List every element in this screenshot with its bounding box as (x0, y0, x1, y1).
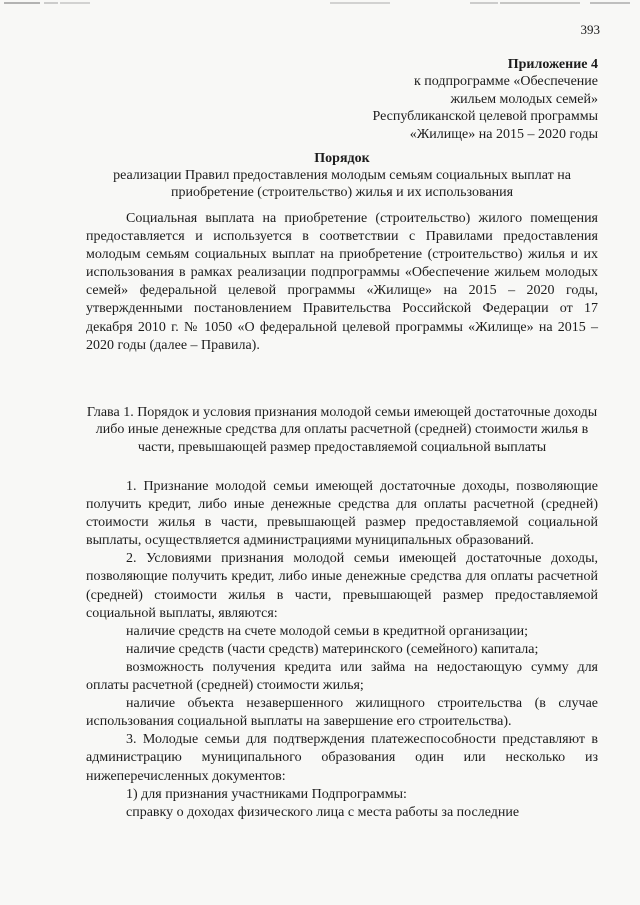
intro-paragraph: Социальная выплата на приобретение (строительство) жилого помещения предоставляется и используется в соответствии с Правилами предоставления молодым семьям социальных выплат на приобретение (строительство) жилья и их использования в рамках реализации подпрограммы «Обеспечение жильем молодых семей» федеральной целевой программы «Жилище» на 2015 – 2020 годы, утвержденными постановлением Правительства Российской Федерации от 17 декабря 2010 г. № 1050 «О федеральной целевой программы «Жилище» на 2015 – 2020 годы (далее – Правила). (86, 211, 598, 353)
appendix-header (278, 56, 598, 143)
chapter-title: Глава 1. Порядок и условия признания молодой семьи имеющей достаточные доходы либо иные денежные средства для оплаты расчетной (средней) стоимости жилья в части, превышающей размер предоставляемой социальной выплаты (86, 405, 598, 455)
list-item: наличие средств на счете молодой семьи в кредитной организации; (126, 623, 529, 639)
appendix-line: «Жилище» на 2015 – 2020 годы (409, 126, 598, 142)
page-number: 393 (580, 22, 600, 37)
appendix-line: Республиканской целевой программы (372, 109, 598, 125)
appendix-line: жильем молодых семей» (450, 91, 598, 107)
document-title: Порядок (314, 151, 370, 166)
intro-block (86, 210, 598, 355)
appendix-line: к подпрограмме «Обеспечение (413, 74, 598, 90)
paragraph: справку о доходах физического лица с места работы за последние (126, 804, 520, 820)
appendix-title: Приложение 4 (507, 57, 598, 72)
list-item: возможность получения кредита или займа на недостающую сумму для оплаты расчетной (средней) стоимости жилья; (86, 659, 598, 694)
list-item: 1) для признания участниками Подпрограммы: (126, 786, 407, 802)
document-subtitle: реализации Правил предоставления молодым семьям социальных выплат на приобретение (строительство) жилья и их использования (113, 168, 571, 200)
list-item: наличие объекта незавершенного жилищного строительства (в случае использования социальной выплаты на завершение его строительства). (86, 696, 598, 730)
scan-artifact (0, 0, 640, 8)
paragraph: 3. Молодые семьи для подтверждения платежеспособности представляют в администрацию муниципального образования один или несколько из нижеперечисленных документов: (86, 732, 598, 784)
chapter-body (86, 478, 598, 822)
list-item: наличие средств (части средств) материнского (семейного) капитала; (126, 641, 539, 657)
paragraph: 1. Признание молодой семьи имеющей достаточные доходы, позволяющие получить кредит, либо иные денежные средства для оплаты расчетной (средней) стоимости жилья в части, превышающей размер предоставляемой социальной выплаты, осуществляется администрациями муниципальных образований. (86, 479, 598, 549)
paragraph: 2. Условиями признания молодой семьи имеющей достаточные доходы, позволяющие получить кредит, либо иные денежные средства для оплаты расчетной (средней) стоимости жилья в части, превышающей размер предоставляемой социальной выплаты, являются: (86, 551, 598, 621)
